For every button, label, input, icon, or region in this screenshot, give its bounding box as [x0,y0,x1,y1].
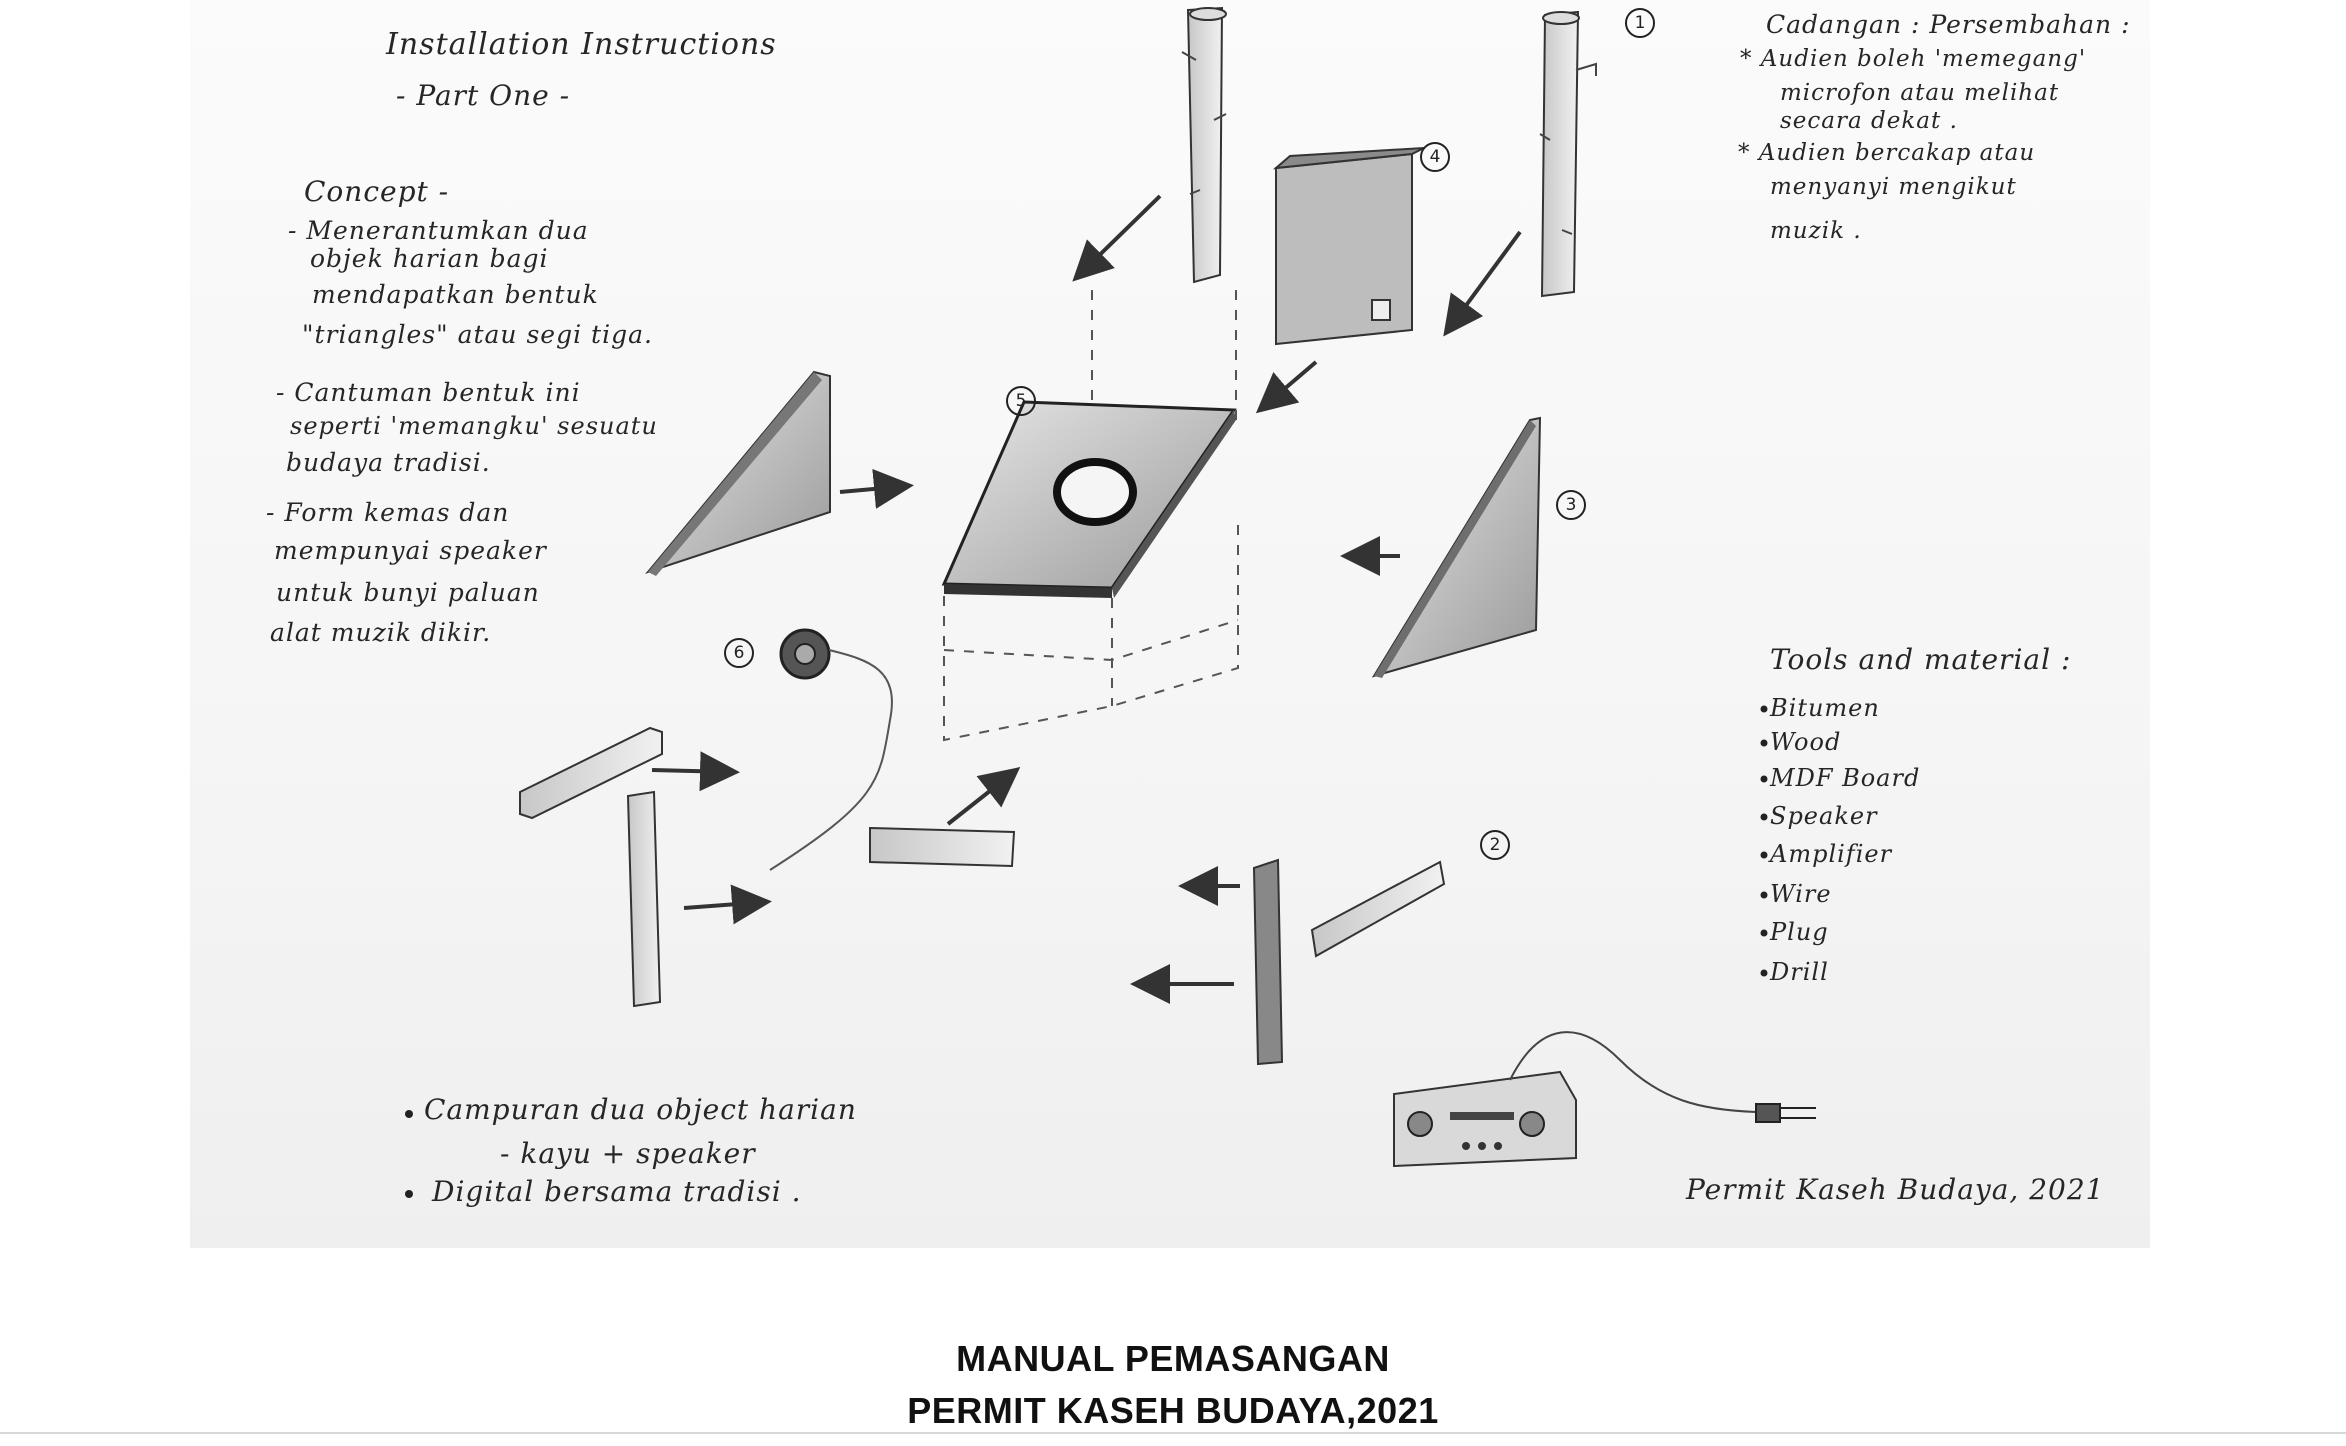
tools-item: Amplifier [1770,840,1893,868]
triangle-right [1374,418,1540,678]
tools-item: Bitumen [1770,694,1880,722]
note-line: Campuran dua object harian [424,1093,857,1126]
part-number-2: 2 [1480,830,1510,860]
cadangan-line: muzik . [1770,218,1862,244]
note-line: Digital bersama tradisi . [432,1175,802,1208]
tools-item: Speaker [1770,802,1878,830]
bottom-divider [0,1432,2346,1434]
concept-line: - Menerantumkan dua [288,216,589,245]
concept-line: "triangles" atau segi tiga. [302,320,653,349]
caption-line-1: MANUAL PEMASANGAN [956,1338,1390,1379]
triangle-left [648,372,830,576]
concept-line: - Form kemas dan [266,498,510,527]
caption-line-2: PERMIT KASEH BUDAYA,2021 [907,1390,1439,1431]
concept-line: mendapatkan bentuk [312,280,599,309]
concept-heading: Concept - [304,175,450,208]
amplifier [1394,1032,1816,1166]
cadangan-line: microfon atau melihat [1780,80,2060,106]
concept-line: budaya tradisi. [286,448,491,477]
tools-item: Wood [1770,728,1842,756]
wood-bars [520,728,1444,1064]
sketch-title: Installation Instructions [386,27,777,62]
branch-right [1540,12,1596,296]
speaker-board [944,402,1236,598]
concept-line: - Cantuman bentuk ini [276,378,581,407]
cadangan-line: * Audien bercakap atau [1738,140,2036,166]
tools-bullets [1756,700,1776,1000]
part-number-5: 5 [1006,386,1036,416]
tools-item: Drill [1770,958,1829,986]
cadangan-line: menyanyi mengikut [1770,174,2017,200]
branch-left [1182,8,1226,282]
tools-item: Plug [1770,918,1829,946]
part-number-4: 4 [1420,142,1450,172]
tools-heading: Tools and material : [1770,643,2072,676]
part-number-1: 1 [1625,8,1655,38]
part-number-3: 3 [1556,490,1586,520]
cadangan-heading: Cadangan : Persembahan : [1766,10,2131,39]
concept-line: alat muzik dikir. [270,618,492,647]
mdf-box [1276,148,1424,344]
cadangan-line: secara dekat . [1780,108,1958,134]
tools-item: MDF Board [1770,764,1921,792]
tools-item: Wire [1770,880,1832,908]
note-line: - kayu + speaker [500,1137,756,1170]
concept-line: mempunyai speaker [274,536,547,565]
sketch-subtitle: - Part One - [396,79,571,112]
signature: Permit Kaseh Budaya, 2021 [1686,1173,2105,1206]
part-number-6: 6 [724,638,754,668]
concept-line: untuk bunyi paluan [276,578,540,607]
notes-bullets [400,1100,420,1210]
concept-line: seperti 'memangku' sesuatu [290,412,658,440]
cadangan-line: * Audien boleh 'memegang' [1740,46,2087,72]
concept-line: objek harian bagi [310,244,549,273]
